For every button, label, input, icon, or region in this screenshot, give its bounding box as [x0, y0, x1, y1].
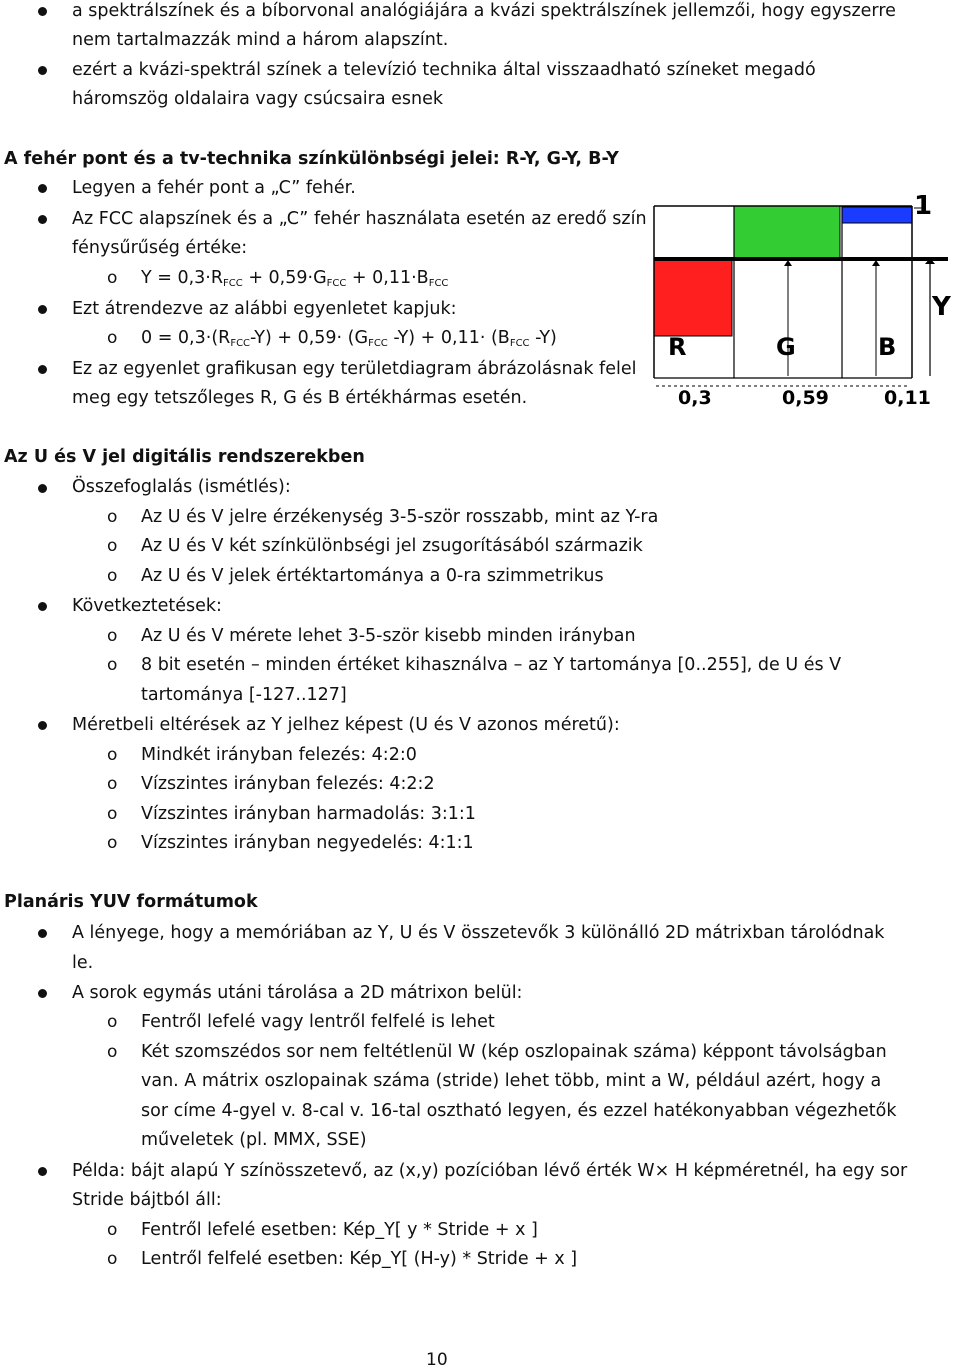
text-line: ezért a kvázi-spektrál színek a televízió technika által visszaadható színeket megadó: [72, 60, 816, 80]
list-item: Lentről felfelé esetben: Kép_Y[ (H-y) * Stride + x ]: [141, 1249, 578, 1269]
bullet-dot: [38, 305, 47, 314]
text-line: Stride bájtból áll:: [72, 1190, 222, 1210]
circle-bullet: o: [107, 804, 118, 824]
circle-bullet: o: [107, 745, 118, 765]
label-g: G: [776, 333, 796, 361]
circle-bullet: o: [107, 774, 118, 794]
green-area: [734, 206, 840, 260]
list-item: Fentről lefelé vagy lentről felfelé is lehet: [141, 1012, 495, 1032]
bullet-dot: [38, 929, 47, 938]
circle-bullet: o: [107, 833, 118, 853]
text-line: háromszög oldalaira vagy csúcsaira esnek: [72, 89, 444, 109]
area-diagram: [648, 180, 954, 416]
list-item: Két szomszédos sor nem feltétlenül W (kép oszlopainak száma) képpont távolságban: [141, 1042, 887, 1062]
circle-bullet: o: [107, 268, 118, 288]
text-line: Az FCC alapszínek és a „C” fehér használata esetén az eredő szín: [72, 209, 647, 229]
circle-bullet: o: [107, 566, 118, 586]
circle-bullet: o: [107, 1012, 118, 1032]
list-item: Vízszintes irányban felezés: 4:2:2: [141, 774, 435, 794]
section-heading: Az U és V jel digitális rendszerekben: [4, 447, 365, 467]
circle-bullet: o: [107, 328, 118, 348]
list-item: Vízszintes irányban harmadolás: 3:1:1: [141, 804, 476, 824]
text-line: Legyen a fehér pont a „C” fehér.: [72, 178, 356, 198]
text-line: Méretbeli eltérések az Y jelhez képest (U és V azonos méretű):: [72, 715, 620, 735]
bullet-dot: [38, 989, 47, 998]
label-0-59: 0,59: [782, 387, 829, 409]
equation-rearranged: $0 = 0,3\cdot(R_{FCC}-Y) + 0,59\cdot (G_{FCC}$ $-Y) + 0,11\cdot (B_{FCC}$ -Y): [141, 328, 557, 349]
text-line: nem tartalmazzák mind a három alapszínt.: [72, 30, 449, 50]
bullet-dot: [38, 484, 47, 493]
list-item: műveletek (pl. MMX, SSE): [141, 1130, 367, 1150]
bullet-dot: [38, 184, 47, 193]
circle-bullet: o: [107, 536, 118, 556]
text-line: meg egy tetszőleges R, G és B értékhármas esetén.: [72, 388, 528, 408]
red-area: [654, 260, 732, 336]
list-item: Az U és V mérete lehet 3-5-ször kisebb minden irányban: [141, 626, 636, 646]
text-line: Ezt átrendezve az alábbi egyenletet kapjuk:: [72, 299, 457, 319]
text-line: Összefoglalás (ismétlés):: [72, 477, 291, 497]
label-y: Y: [932, 292, 951, 322]
circle-bullet: o: [107, 1249, 118, 1269]
list-item: Fentről lefelé esetben: Kép_Y[ y * Stride + x ]: [141, 1220, 538, 1240]
page-number: 10: [426, 1350, 448, 1370]
label-one: 1: [914, 191, 933, 221]
section-heading: Planáris YUV formátumok: [4, 892, 258, 912]
section-heading: A fehér pont és a tv-technika színkülönbségi jelei: R-Y, G-Y, B-Y: [4, 149, 619, 169]
text-line: a spektrálszínek és a bíborvonal analógiájára a kvázi spektrálszínek jellemzői, hogy egyszerre: [72, 1, 896, 21]
bullet-dot: [38, 365, 47, 374]
circle-bullet: o: [107, 655, 118, 675]
list-item: Vízszintes irányban negyedelés: 4:1:1: [141, 833, 474, 853]
text-line: Ez az egyenlet grafikusan egy területdiagram ábrázolásnak felel: [72, 359, 637, 379]
list-item: Mindkét irányban felezés: 4:2:0: [141, 745, 417, 765]
bullet-dot: [38, 7, 47, 16]
circle-bullet: o: [107, 1220, 118, 1240]
label-0-3: 0,3: [678, 387, 712, 409]
label-b: B: [878, 333, 897, 361]
label-r: R: [668, 333, 687, 361]
list-item: sor címe 4-gyel v. 8-cal v. 16-tal osztható legyen, és ezzel hatékonyabban végezhetők: [141, 1101, 897, 1121]
circle-bullet: o: [107, 507, 118, 527]
text-line: le.: [72, 953, 94, 973]
blue-area: [842, 207, 912, 223]
text-line: A lényege, hogy a memóriában az Y, U és V összetevők 3 különálló 2D mátrixban tárolódnak: [72, 923, 885, 943]
text-line: Következtetések:: [72, 596, 222, 616]
circle-bullet: o: [107, 626, 118, 646]
text-line: Példa: bájt alapú Y színösszetevő, az (x,y) pozícióban lévő érték W⨯ H képméretnél, ha egy sor: [72, 1161, 908, 1181]
circle-bullet: o: [107, 1042, 118, 1062]
text-line: A sorok egymás utáni tárolása a 2D mátrixon belül:: [72, 983, 523, 1003]
list-item: 8 bit esetén – minden értéket kihasználva – az Y tartománya [0..255], de U és V: [141, 655, 842, 675]
bullet-dot: [38, 721, 47, 730]
list-item: Az U és V jelre érzékenység 3-5-ször rosszabb, mint az Y-ra: [141, 507, 659, 527]
bullet-dot: [38, 602, 47, 611]
list-item: tartománya [-127..127]: [141, 685, 347, 705]
bullet-dot: [38, 1167, 47, 1176]
list-item: Az U és V jelek értéktartománya a 0-ra szimmetrikus: [141, 566, 604, 586]
equation-luminance: $Y = 0,3\cdot R_{FCC} + 0,59\cdot G_{FCC} + 0,11\cdot B_{FCC}$: [141, 268, 449, 289]
label-0-11: 0,11: [884, 387, 931, 409]
list-item: van. A mátrix oszlopainak száma (stride) lehet több, mint a W, például azért, hogy a: [141, 1071, 882, 1091]
bullet-dot: [38, 66, 47, 75]
text-line: fénysűrűség értéke:: [72, 238, 248, 258]
bullet-dot: [38, 215, 47, 224]
list-item: Az U és V két színkülönbségi jel zsugorításából származik: [141, 536, 643, 556]
